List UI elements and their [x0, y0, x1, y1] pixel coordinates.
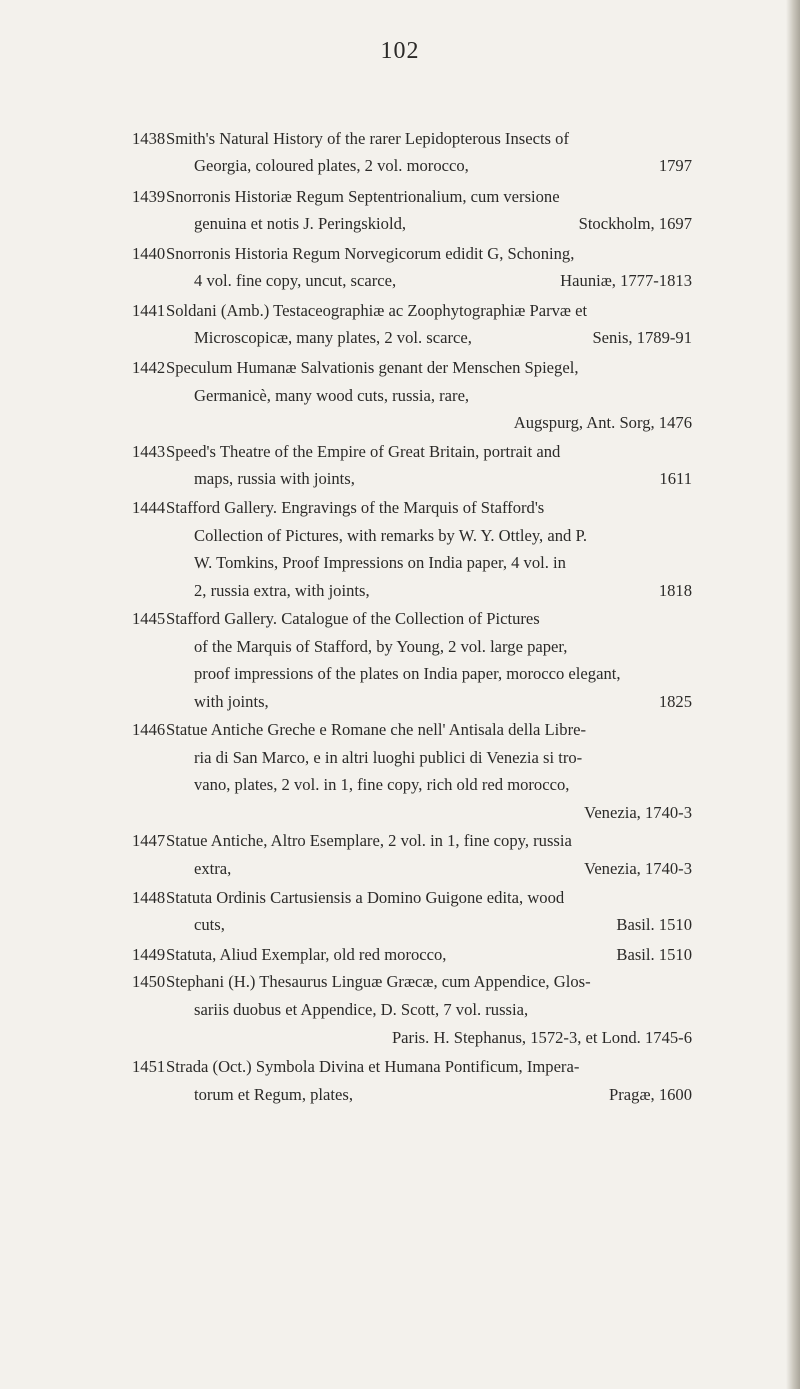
entry-text-line: cuts, — [194, 915, 225, 934]
lot-number: 1442 — [132, 358, 166, 377]
entry-text-line: torum et Regum, plates, — [194, 1085, 353, 1104]
lot-number: 1447 — [132, 831, 166, 850]
imprint-place-date: Stockholm, 1697 — [578, 214, 692, 233]
lot-number: 1446 — [132, 720, 166, 739]
lot-number: 1444 — [132, 498, 166, 517]
entry-title-line: Snorronis Historia Regum Norvegicorum edidit G, Schoning, — [166, 244, 575, 263]
entry-text-line: proof impressions of the plates on India paper, morocco elegant, — [194, 664, 621, 683]
imprint-place-date: Augspurg, Ant. Sorg, 1476 — [513, 413, 692, 432]
entry-title-line: Stafford Gallery. Catalogue of the Collection of Pictures — [166, 609, 540, 628]
lot-number: 1441 — [132, 301, 166, 320]
imprint-place-date: 1611 — [659, 469, 692, 488]
entry-title-line: Statue Antiche Greche e Romane che nell' Antisala della Libre- — [166, 720, 586, 739]
entry-title-line: Snorronis Historiæ Regum Septentrionalium, cum versione — [166, 187, 560, 206]
entry-title-line: Strada (Oct.) Symbola Divina et Humana Pontificum, Impera- — [166, 1057, 580, 1076]
lot-number: 1438 — [132, 129, 166, 148]
imprint-place-date: Hauniæ, 1777-1813 — [560, 271, 692, 290]
entry-text-line: extra, — [194, 859, 232, 878]
imprint-place-date: 1825 — [658, 692, 692, 711]
imprint-place-date: 1797 — [658, 156, 692, 175]
imprint-place-date: Venezia, 1740-3 — [584, 859, 692, 878]
lot-number: 1443 — [132, 442, 166, 461]
entry-title-line: Smith's Natural History of the rarer Lepidopterous Insects of — [166, 129, 569, 148]
entry-title-line: Speed's Theatre of the Empire of Great Britain, portrait and — [166, 442, 561, 461]
lot-number: 1450 — [132, 972, 166, 991]
entry-text-line: of the Marquis of Stafford, by Young, 2 vol. large paper, — [194, 637, 568, 656]
entry-title-line: Statuta Ordinis Cartusiensis a Domino Guigone edita, wood — [166, 888, 565, 907]
imprint-place-date: Paris. H. Stephanus, 1572-3, et Lond. 1745-6 — [391, 1028, 692, 1047]
lot-number: 1440 — [132, 244, 166, 263]
entry-text-line: 4 vol. fine copy, uncut, scarce, — [194, 271, 397, 290]
page-number: 102 — [380, 38, 420, 64]
entry-text-line: maps, russia with joints, — [194, 469, 355, 488]
entry-text-line: sariis duobus et Appendice, D. Scott, 7 vol. russia, — [194, 1000, 529, 1019]
entry-text-line: Microscopicæ, many plates, 2 vol. scarce, — [194, 328, 472, 347]
imprint-place-date: Basil. 1510 — [616, 915, 692, 934]
entry-title-line: Soldani (Amb.) Testaceographiæ ac Zoophytographiæ Parvæ et — [166, 301, 588, 320]
entry-title-line: Stafford Gallery. Engravings of the Marquis of Stafford's — [166, 498, 545, 517]
entry-title-line: Statue Antiche, Altro Esemplare, 2 vol. in 1, fine copy, russia — [166, 831, 572, 850]
entry-title-line: Statuta, Aliud Exemplar, old red morocco, — [166, 945, 447, 964]
lot-number: 1449 — [132, 945, 166, 964]
entry-text-line: Georgia, coloured plates, 2 vol. morocco, — [194, 156, 469, 175]
page-edge-shadow — [786, 0, 800, 1389]
entry-text-line: vano, plates, 2 vol. in 1, fine copy, rich old red morocco, — [194, 775, 570, 794]
entry-title-line: Speculum Humanæ Salvationis genant der Menschen Spiegel, — [166, 358, 579, 377]
imprint-place-date: Pragæ, 1600 — [609, 1085, 692, 1104]
entry-text-line: Collection of Pictures, with remarks by W. Y. Ottley, and P. — [194, 526, 587, 545]
entry-title-line: Stephani (H.) Thesaurus Linguæ Græcæ, cum Appendice, Glos- — [166, 972, 591, 991]
imprint-place-date: Senis, 1789-91 — [592, 328, 692, 347]
imprint-place-date: 1818 — [658, 581, 692, 600]
entry-text-line: ria di San Marco, e in altri luoghi publici di Venezia si tro- — [194, 748, 583, 767]
lot-number: 1439 — [132, 187, 166, 206]
lot-number: 1448 — [132, 888, 166, 907]
entry-text-line: genuina et notis J. Peringskiold, — [194, 214, 407, 233]
lot-number: 1445 — [132, 609, 166, 628]
lot-number: 1451 — [132, 1057, 166, 1076]
imprint-place-date: Venezia, 1740-3 — [584, 803, 692, 822]
entry-text-line: W. Tomkins, Proof Impressions on India paper, 4 vol. in — [194, 553, 566, 572]
entry-text-line: with joints, — [194, 692, 269, 711]
entry-text-line: Germanicè, many wood cuts, russia, rare, — [194, 386, 470, 405]
imprint-place-date: Basil. 1510 — [616, 945, 692, 964]
entry-text-line: 2, russia extra, with joints, — [194, 581, 370, 600]
